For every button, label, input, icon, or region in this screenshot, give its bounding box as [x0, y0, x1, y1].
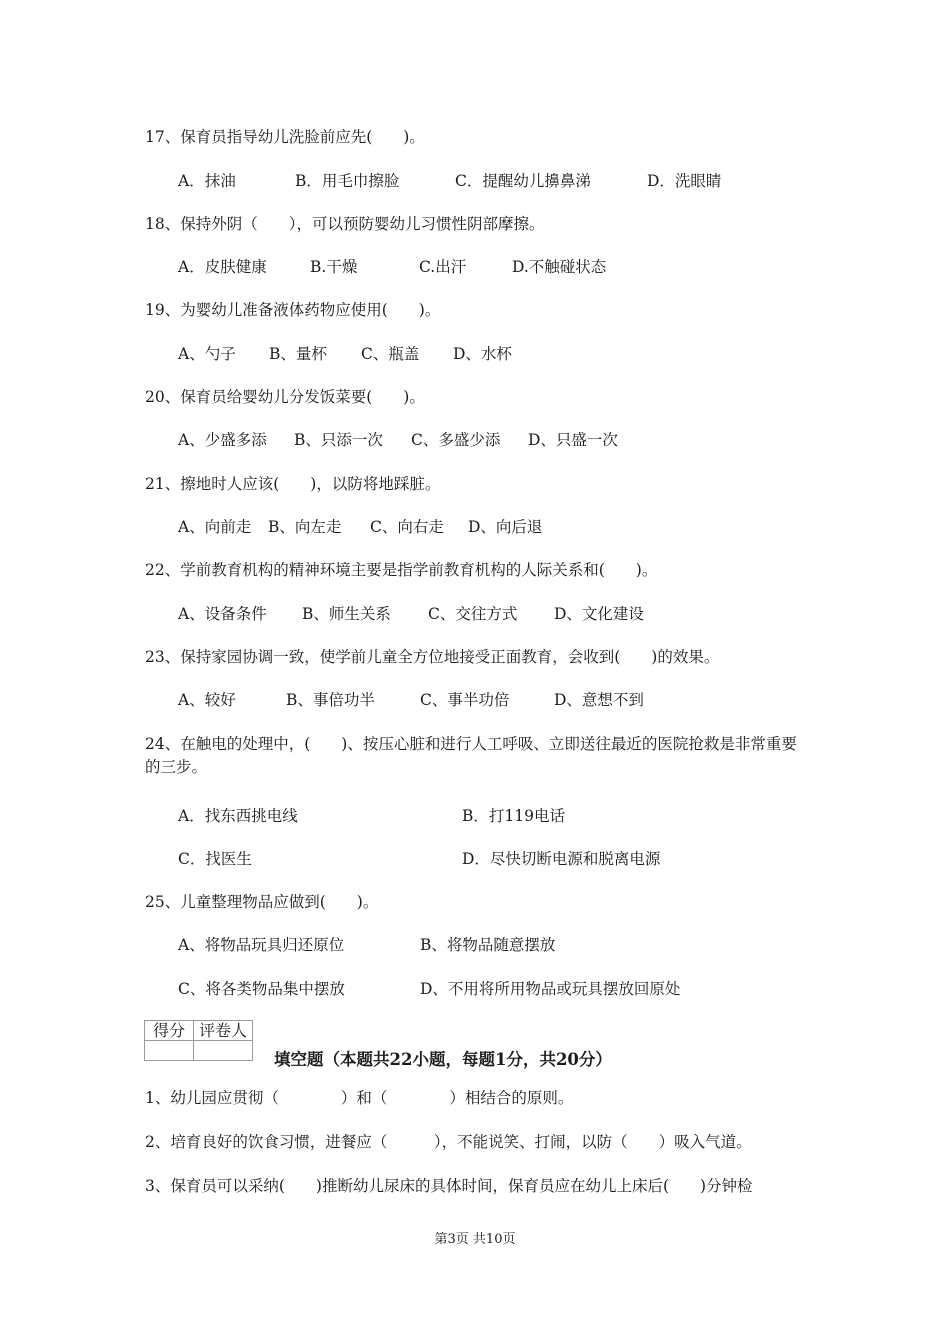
- option-21-b: B、向左走: [268, 518, 342, 536]
- score-label: 得分: [145, 1021, 194, 1041]
- question-25: 25、儿童整理物品应做到( )。: [145, 893, 379, 911]
- option-23-c: C、事半功倍: [420, 691, 510, 709]
- grader-label: 评卷人: [194, 1021, 253, 1041]
- option-25-d: D、不用将所用物品或玩具摆放回原处: [420, 980, 681, 998]
- option-20-a: A、少盛多添: [178, 431, 267, 449]
- question-23: 23、保持家园协调一致，使学前儿童全方位地接受正面教育，会收到( )的效果。: [145, 648, 720, 666]
- option-18-d: D.不触碰状态: [512, 258, 607, 276]
- score-cell: [145, 1041, 194, 1061]
- option-22-c: C、交往方式: [428, 605, 518, 623]
- option-25-b: B、将物品随意摆放: [420, 936, 556, 954]
- option-24-d: D．尽快切断电源和脱离电源: [462, 850, 661, 868]
- option-22-d: D、文化建设: [554, 605, 644, 623]
- option-23-d: D、意想不到: [554, 691, 644, 709]
- fill-blank-1: 1、幼儿园应贯彻（ ）和（ ）相结合的原则。: [145, 1089, 574, 1107]
- option-24-a: A．找东西挑电线: [178, 807, 298, 825]
- option-17-a: A．抹油: [178, 172, 236, 190]
- option-19-a: A、勺子: [178, 345, 236, 363]
- option-18-c: C.出汗: [419, 258, 467, 276]
- question-24: 24、在触电的处理中，( )、按压心脏和进行人工呼吸、立即送往最近的医院抢救是非常重要的三步。: [145, 735, 797, 776]
- option-17-d: D．洗眼睛: [647, 172, 722, 190]
- option-19-c: C、瓶盖: [361, 345, 420, 363]
- option-21-c: C、向右走: [370, 518, 444, 536]
- page-footer: 第3页 共10页: [434, 1232, 516, 1247]
- option-22-a: A、设备条件: [178, 605, 267, 623]
- question-19: 19、为婴幼儿准备液体药物应使用( )。: [145, 301, 441, 319]
- option-18-b: B.干燥: [310, 258, 358, 276]
- question-18: 18、保持外阴（ ），可以预防婴幼儿习惯性阴部摩擦。: [145, 215, 545, 233]
- option-21-d: D、向后退: [468, 518, 543, 536]
- option-22-b: B、师生关系: [302, 605, 391, 623]
- option-23-a: A、较好: [178, 691, 236, 709]
- option-20-c: C、多盛少添: [411, 431, 501, 449]
- question-22: 22、学前教育机构的精神环境主要是指学前教育机构的人际关系和( )。: [145, 561, 658, 579]
- option-25-c: C、将各类物品集中摆放: [178, 980, 345, 998]
- grader-cell: [194, 1041, 253, 1061]
- option-18-a: A．皮肤健康: [178, 258, 267, 276]
- option-20-d: D、只盛一次: [528, 431, 618, 449]
- section-title: 填空题（本题共22小题，每题1分，共20分）: [274, 1050, 612, 1069]
- option-24-c: C．找医生: [178, 850, 252, 868]
- option-19-b: B、量杯: [269, 345, 327, 363]
- fill-blank-3: 3、保育员可以采纳( )推断幼儿尿床的具体时间，保育员应在幼儿上床后( )分钟检: [145, 1177, 753, 1195]
- question-17: 17、保育员指导幼儿洗脸前应先( )。: [145, 128, 425, 146]
- option-25-a: A、将物品玩具归还原位: [178, 936, 345, 954]
- fill-blank-2: 2、培育良好的饮食习惯，进餐应（ ），不能说笑、打闹，以防（ ）吸入气道。: [145, 1133, 752, 1151]
- option-24-b: B．打119电话: [462, 807, 565, 825]
- option-17-b: B．用毛巾擦脸: [295, 172, 400, 190]
- option-17-c: C．提醒幼儿擤鼻涕: [455, 172, 591, 190]
- score-box: [144, 1020, 253, 1061]
- option-19-d: D、水杯: [453, 345, 512, 363]
- option-20-b: B、只添一次: [294, 431, 383, 449]
- option-21-a: A、向前走: [178, 518, 252, 536]
- option-23-b: B、事倍功半: [286, 691, 375, 709]
- question-21: 21、擦地时人应该( )，以防将地踩脏。: [145, 475, 441, 493]
- question-20: 20、保育员给婴幼儿分发饭菜要( )。: [145, 388, 425, 406]
